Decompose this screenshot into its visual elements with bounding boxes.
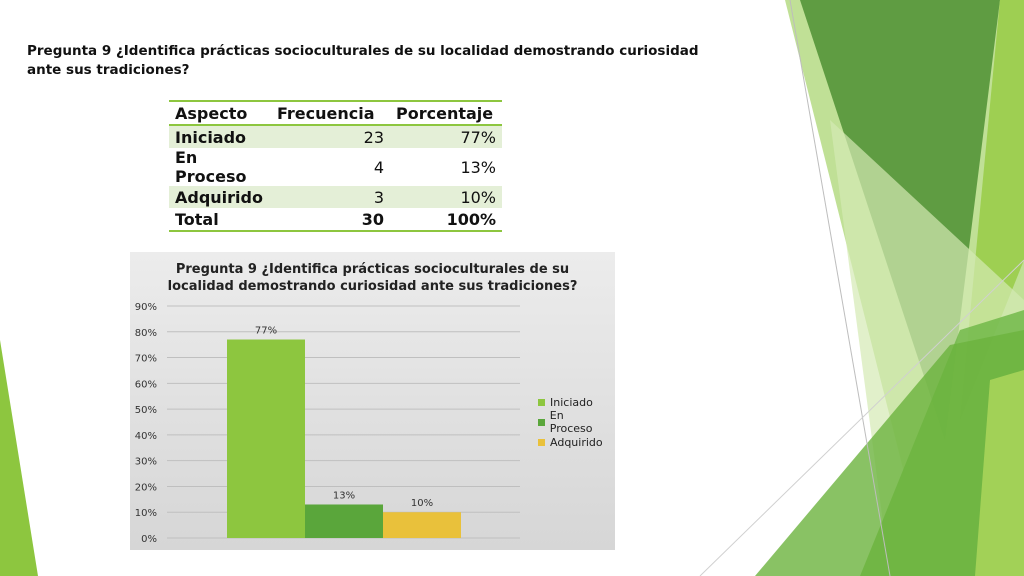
total-label: Total — [169, 208, 271, 231]
bar-en-proceso — [305, 504, 383, 538]
y-tick-label: 70% — [134, 353, 157, 365]
y-tick-label: 60% — [134, 379, 157, 391]
legend-swatch — [538, 399, 545, 406]
y-tick-label: 80% — [134, 327, 157, 339]
table-row — [169, 186, 502, 208]
y-tick-label: 90% — [134, 302, 157, 313]
chart-title-line2: localidad demostrando curiosidad ante sus tradiciones? — [167, 279, 578, 294]
legend-swatch — [538, 439, 545, 446]
bar-iniciado — [227, 340, 305, 538]
data-label: 10% — [410, 498, 434, 510]
y-tick-label: 30% — [134, 456, 157, 468]
data-label: 13% — [332, 490, 356, 502]
legend-swatch — [538, 419, 545, 426]
header-frecuencia: Frecuencia — [271, 101, 390, 125]
results-table — [169, 100, 502, 232]
row-frecuencia: 4 — [373, 157, 384, 177]
row-aspecto: Adquirido — [169, 186, 271, 208]
legend-label: Iniciado — [550, 395, 593, 409]
total-frecuencia: 30 — [271, 208, 390, 231]
y-tick-label: 20% — [134, 482, 157, 494]
chart-title-line1: Pregunta 9 ¿Identifica prácticas socioculturales de su — [175, 262, 570, 277]
row-porcentaje: 77% — [390, 125, 502, 148]
legend-label: En Proceso — [549, 409, 593, 435]
question-text: Pregunta 9 ¿Identifica prácticas socioculturales de su localidad demostrando curiosidad ante sus tradiciones? — [27, 43, 699, 78]
row-frecuencia: 23 — [271, 125, 390, 148]
table-row — [169, 125, 502, 148]
bar-adquirido — [383, 512, 461, 538]
legend-label: Adquirido — [550, 435, 603, 449]
row-aspecto: Iniciado — [169, 125, 271, 148]
y-tick-label: 0% — [141, 534, 157, 545]
row-porcentaje: 13% — [460, 157, 496, 177]
row-aspecto: En Proceso — [175, 148, 247, 186]
row-porcentaje: 10% — [390, 186, 502, 208]
data-label: 77% — [254, 325, 278, 337]
chart-legend — [538, 392, 608, 452]
header-porcentaje: Porcentaje — [390, 101, 502, 125]
y-tick-label: 50% — [134, 405, 157, 417]
table-header-row — [169, 101, 502, 125]
table-total-row — [169, 208, 502, 231]
y-tick-label: 40% — [134, 430, 157, 442]
total-porcentaje: 100% — [390, 208, 502, 231]
y-tick-label: 10% — [134, 508, 157, 520]
table-row — [169, 148, 502, 186]
legend-item — [538, 432, 608, 452]
legend-item — [538, 409, 608, 435]
row-frecuencia: 3 — [271, 186, 390, 208]
header-aspecto: Aspecto — [169, 101, 271, 125]
